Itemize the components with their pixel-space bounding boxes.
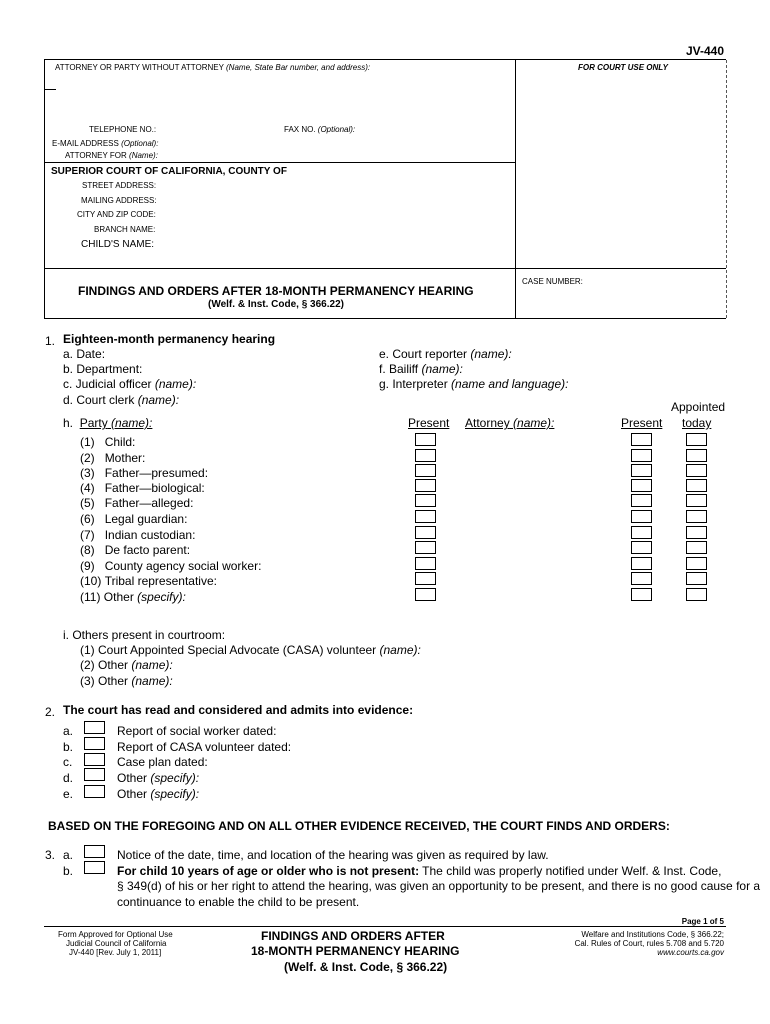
evidence-social-worker-report: Report of social worker dated: [117,724,277,738]
interpreter-label: g. Interpreter (name and language): [379,377,569,391]
father-presumed-present-checkbox[interactable] [415,464,436,477]
header-left-rule [44,59,45,319]
evidence-letter-c: c. [63,755,73,769]
court-use-label: FOR COURT USE ONLY [578,63,668,72]
court-clerk-label: d. Court clerk (name): [63,393,180,407]
party-row-indian-custodian: (7) Indian custodian: [80,528,196,542]
party-row-legal-guardian: (6) Legal guardian: [80,512,188,526]
header-right-rule [726,60,727,318]
header-divider [515,59,516,319]
party-row-tribal-rep: (10) Tribal representative: [80,574,217,588]
evidence-letter-a: a. [63,724,74,738]
page-number: Page 1 of 5 [681,917,724,926]
evidence-letter-d: d. [63,771,74,785]
other-attorney-present-checkbox[interactable] [631,588,652,601]
evidence-a-checkbox[interactable] [84,721,105,734]
hearing-date-label: a. Date: [63,347,106,361]
evidence-b-checkbox[interactable] [84,737,105,750]
section1-number: 1. [45,334,56,348]
child-name-label: CHILD'S NAME: [81,239,155,250]
notice-given-checkbox[interactable] [84,845,105,858]
findings-heading: BASED ON THE FOREGOING AND ON ALL OTHER EVIDENCE RECEIVED, THE COURT FINDS AND ORDERS: [48,819,670,833]
footer-revision: JV-440 [Rev. July 1, 2011] [69,948,162,957]
father-presumed-attorney-present-checkbox[interactable] [631,464,652,477]
judicial-officer-label: c. Judicial officer (name): [63,377,197,391]
father-alleged-present-checkbox[interactable] [415,494,436,507]
social-worker-appointed-checkbox[interactable] [686,557,707,570]
father-presumed-appointed-checkbox[interactable] [686,464,707,477]
evidence-e-checkbox[interactable] [84,785,105,798]
section3-number: 3. [45,848,56,862]
evidence-other-e: Other (specify): [117,787,200,801]
others-other2-label: (3) Other (name): [80,674,173,688]
party-row-child: (1) Child: [80,435,136,449]
title-rule [44,268,726,269]
de-facto-parent-attorney-present-checkbox[interactable] [631,541,652,554]
evidence-casa-report: Report of CASA volunteer dated: [117,740,292,754]
case-number-label: CASE NUMBER: [522,277,583,286]
party-row-mother: (2) Mother: [80,451,146,465]
present-column-header: Present [408,416,450,430]
party-row-other: (11) Other (specify): [80,590,186,604]
appointed-column-header: Appointed [671,400,726,414]
section2-number: 2. [45,705,56,719]
de-facto-parent-appointed-checkbox[interactable] [686,541,707,554]
telephone-label: TELEPHONE NO.: [89,125,157,134]
header-bottom-rule [44,318,726,319]
footer-title-1: FINDINGS AND ORDERS AFTER [261,929,445,943]
tribal-rep-appointed-checkbox[interactable] [686,572,707,585]
attorney-label: ATTORNEY OR PARTY WITHOUT ATTORNEY (Name, State Bar number, and address): [55,63,371,72]
evidence-letter-e: e. [63,787,74,801]
party-header: h. Party (name): [63,416,153,430]
evidence-letter-b: b. [63,740,74,754]
child-notified-checkbox[interactable] [84,861,105,874]
footer-rule [44,926,726,927]
social-worker-attorney-present-checkbox[interactable] [631,557,652,570]
father-alleged-appointed-checkbox[interactable] [686,494,707,507]
indian-custodian-attorney-present-checkbox[interactable] [631,526,652,539]
party-row-father-biological: (4) Father—biological: [80,481,205,495]
court-reporter-label: e. Court reporter (name): [379,347,512,361]
mother-present-checkbox[interactable] [415,449,436,462]
others-other1-label: (2) Other (name): [80,658,173,672]
other-appointed-checkbox[interactable] [686,588,707,601]
evidence-case-plan: Case plan dated: [117,755,208,769]
evidence-d-checkbox[interactable] [84,768,105,781]
mother-attorney-present-checkbox[interactable] [631,449,652,462]
legal-guardian-present-checkbox[interactable] [415,510,436,523]
section2-title: The court has read and considered and admits into evidence: [63,703,414,717]
footer-title-2: 18-MONTH PERMANENCY HEARING [251,944,460,958]
indian-custodian-present-checkbox[interactable] [415,526,436,539]
form-title: FINDINGS AND ORDERS AFTER 18-MONTH PERMANENCY HEARING [78,284,474,298]
notice-given-text: Notice of the date, time, and location of the hearing was given as required by law. [117,848,549,862]
form-id: JV-440 [685,44,724,58]
evidence-c-checkbox[interactable] [84,753,105,766]
legal-guardian-attorney-present-checkbox[interactable] [631,510,652,523]
indian-custodian-appointed-checkbox[interactable] [686,526,707,539]
attorney-mark [44,89,56,90]
tribal-rep-present-checkbox[interactable] [415,572,436,585]
attorney-present-column-header: Present [621,416,663,430]
party-row-de-facto-parent: (8) De facto parent: [80,543,191,557]
other-present-checkbox[interactable] [415,588,436,601]
footer-code-ref: Welfare and Institutions Code, § 366.22; [581,930,724,939]
form-subtitle: (Welf. & Inst. Code, § 366.22) [208,299,344,310]
email-label: E-MAIL ADDRESS (Optional): [52,139,159,148]
evidence-other-d: Other (specify): [117,771,200,785]
attorney-for-label: ATTORNEY FOR (Name): [65,151,158,160]
legal-guardian-appointed-checkbox[interactable] [686,510,707,523]
street-label: STREET ADDRESS: [82,181,157,190]
child-present-checkbox[interactable] [415,433,436,446]
department-label: b. Department: [63,362,143,376]
child-notified-text-line2: § 349(d) of his or her right to attend the hearing, was given an opportunity to be present, and there is no good cause for a [117,879,761,893]
section1-title: Eighteen-month permanency hearing [63,332,276,346]
footer-website-link[interactable]: www.courts.ca.gov [657,948,724,957]
others-casa-label: (1) Court Appointed Special Advocate (CASA) volunteer (name): [80,643,421,657]
notice-letter-b: b. [63,864,74,878]
child-notified-text-line3: continuance to enable the child to be present. [117,895,360,909]
footer-approval: Form Approved for Optional Use [58,930,173,939]
party-row-father-alleged: (5) Father—alleged: [80,496,194,510]
bailiff-label: f. Bailiff (name): [379,362,463,376]
notice-letter-a: a. [63,848,74,862]
footer-rules-ref: Cal. Rules of Court, rules 5.708 and 5.720 [574,939,724,948]
social-worker-present-checkbox[interactable] [415,557,436,570]
father-alleged-attorney-present-checkbox[interactable] [631,494,652,507]
tribal-rep-attorney-present-checkbox[interactable] [631,572,652,585]
others-present-title: i. Others present in courtroom: [63,628,226,642]
mother-appointed-checkbox[interactable] [686,449,707,462]
footer-title-3: (Welf. & Inst. Code, § 366.22) [284,960,448,974]
father-biological-attorney-present-checkbox[interactable] [631,479,652,492]
court-rule [44,162,515,163]
attorney-column-header: Attorney (name): [465,416,555,430]
fax-label: FAX NO. (Optional): [284,125,356,134]
court-title: SUPERIOR COURT OF CALIFORNIA, COUNTY OF [51,166,287,177]
appointed-today-column-header: today [682,416,712,430]
party-row-father-presumed: (3) Father—presumed: [80,466,209,480]
de-facto-parent-present-checkbox[interactable] [415,541,436,554]
father-biological-appointed-checkbox[interactable] [686,479,707,492]
party-row-social-worker: (9) County agency social worker: [80,559,262,573]
footer-council: Judicial Council of California [66,939,167,948]
header-top-rule [44,59,726,60]
city-label: CITY AND ZIP CODE: [77,210,156,219]
child-appointed-checkbox[interactable] [686,433,707,446]
child-attorney-present-checkbox[interactable] [631,433,652,446]
child-notified-text: For child 10 years of age or older who is not present: The child was properly notified under Welf. & Inst. Code, [117,864,722,878]
father-biological-present-checkbox[interactable] [415,479,436,492]
branch-label: BRANCH NAME: [94,225,156,234]
mailing-label: MAILING ADDRESS: [81,196,157,205]
